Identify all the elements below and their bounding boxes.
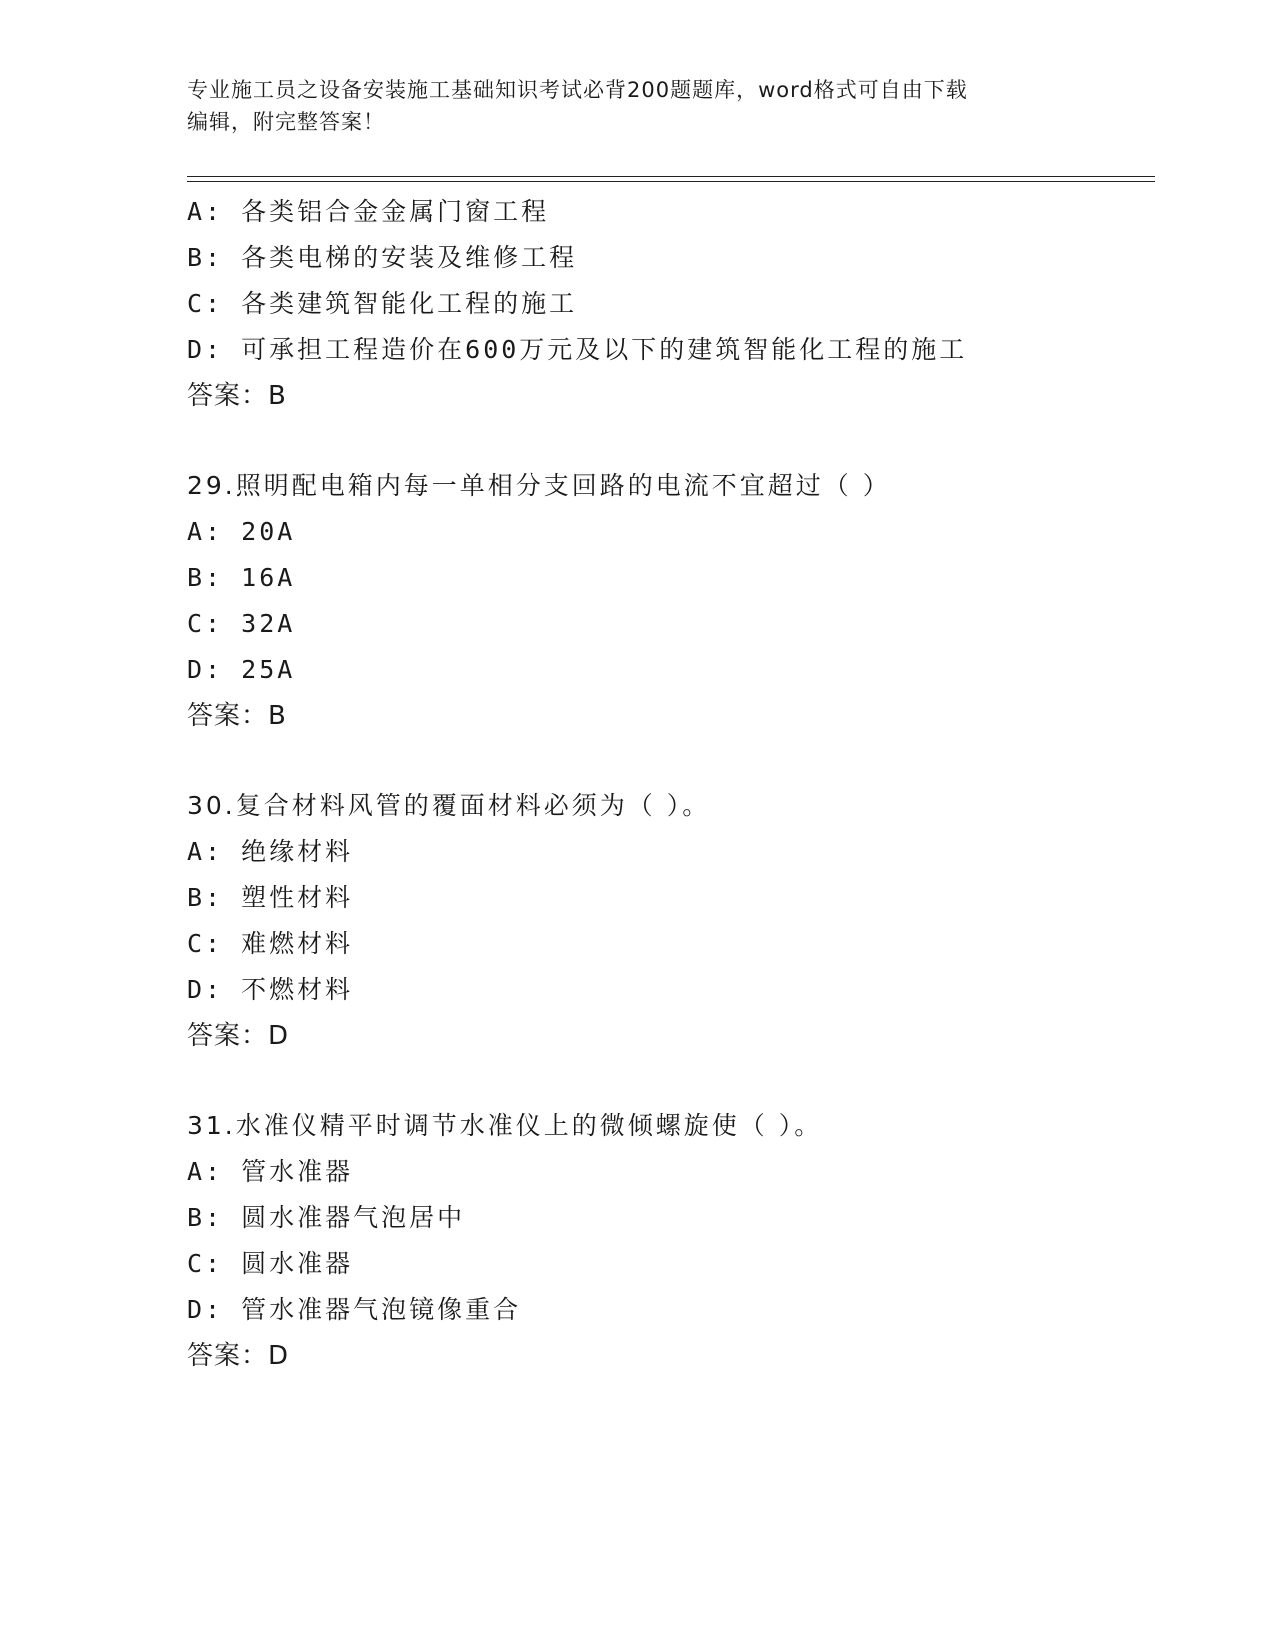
question-block-28 (187, 189, 1147, 419)
option-c: C: 32A (187, 609, 296, 638)
spacer (187, 419, 1147, 463)
option-d: D: 管水准器气泡镜像重合 (187, 1295, 522, 1324)
answer-line: 答案：D (187, 1021, 290, 1051)
option-b: B: 圆水准器气泡居中 (187, 1203, 466, 1232)
question-block-29 (187, 463, 1147, 739)
answer-line: 答案：D (187, 1341, 290, 1371)
question-block-30 (187, 783, 1147, 1059)
option-c: C: 各类建筑智能化工程的施工 (187, 289, 578, 318)
answer-line: 答案：B (187, 701, 287, 731)
header-divider-bottom (187, 181, 1155, 182)
question-list (187, 189, 1147, 1379)
option-d: D: 不燃材料 (187, 975, 354, 1004)
option-a: A: 各类铝合金金属门窗工程 (187, 197, 550, 226)
option-a: A: 绝缘材料 (187, 837, 354, 866)
question-stem: 30.复合材料风管的覆面材料必须为（ ）。 (187, 791, 711, 820)
question-stem: 31.水准仪精平时调节水准仪上的微倾螺旋使（ ）。 (187, 1111, 823, 1140)
answer-line: 答案：B (187, 381, 287, 411)
header-divider-top (187, 176, 1155, 177)
option-a: A: 管水准器 (187, 1157, 354, 1186)
option-b: B: 各类电梯的安装及维修工程 (187, 243, 578, 272)
option-a: A: 20A (187, 517, 296, 546)
question-stem: 29.照明配电箱内每一单相分支回路的电流不宜超过（ ） (187, 471, 891, 500)
option-d: D: 25A (187, 655, 296, 684)
option-c: C: 圆水准器 (187, 1249, 354, 1278)
document-header (187, 74, 1067, 138)
option-c: C: 难燃材料 (187, 929, 354, 958)
spacer (187, 739, 1147, 783)
option-d: D: 可承担工程造价在600万元及以下的建筑智能化工程的施工 (187, 335, 968, 364)
option-b: B: 塑性材料 (187, 883, 354, 912)
question-block-31 (187, 1103, 1147, 1379)
spacer (187, 1059, 1147, 1103)
option-b: B: 16A (187, 563, 296, 592)
header-line-1: 专业施工员之设备安装施工基础知识考试必背200题题库，word格式可自由下载 (187, 78, 968, 102)
header-line-2: 编辑，附完整答案！ (187, 110, 385, 134)
